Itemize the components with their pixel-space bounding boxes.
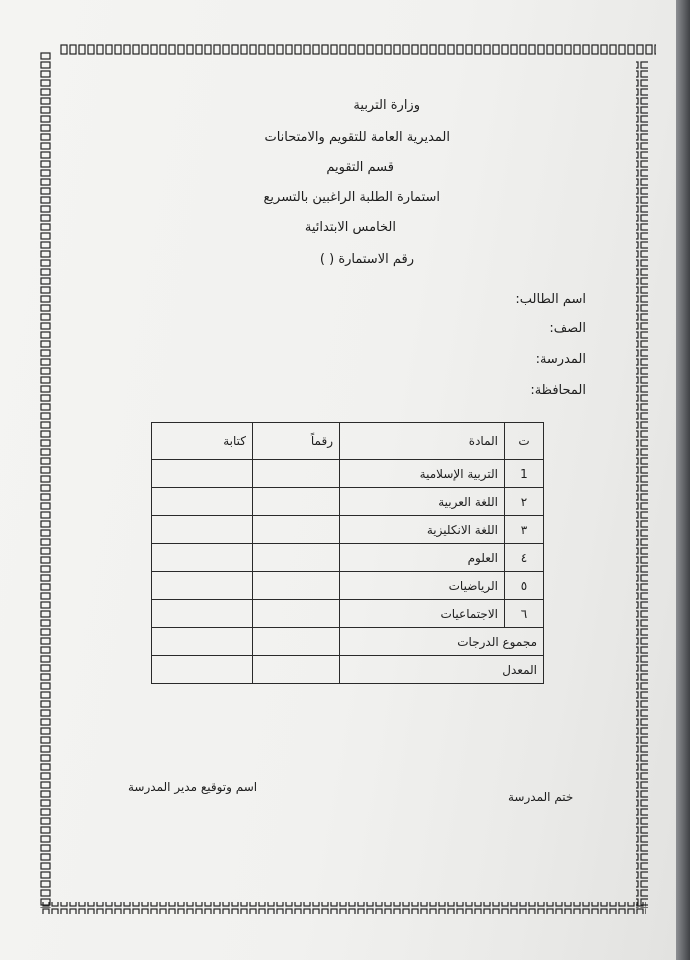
row-subject: الرياضيات: [340, 572, 505, 600]
row-subject: العلوم: [340, 544, 505, 572]
row-subject: اللغة العربية: [340, 488, 505, 516]
table-row: [152, 572, 544, 600]
header-in-digits: رقماً: [253, 423, 340, 460]
table-row: [152, 488, 544, 516]
row-grade-words: [152, 488, 253, 516]
background-edge: [676, 0, 690, 960]
header-in-words: كتابة: [152, 423, 253, 460]
total-digits: [253, 628, 340, 656]
directorate-title: المديرية العامة للتقويم والامتحانات: [264, 130, 450, 145]
average-row: [152, 656, 544, 684]
row-number: 1: [505, 460, 544, 488]
row-subject: التربية الإسلامية: [340, 460, 505, 488]
class-field: الصف:: [549, 321, 586, 336]
average-label: المعدل: [340, 656, 544, 684]
row-grade-digits: [253, 572, 340, 600]
average-digits: [253, 656, 340, 684]
form-title: استمارة الطلبة الراغبين بالتسريع: [263, 190, 440, 205]
grades-table: [151, 422, 544, 684]
row-number: ٦: [505, 600, 544, 628]
principal-signature-label: اسم وتوقيع مدير المدرسة: [128, 780, 258, 794]
header-number: ت: [505, 423, 544, 460]
row-grade-words: [152, 572, 253, 600]
header-subject: المادة: [340, 423, 505, 460]
row-number: ٥: [505, 572, 544, 600]
table-header-row: [152, 423, 544, 460]
table-row: [152, 544, 544, 572]
row-grade-digits: [253, 488, 340, 516]
table-row: [152, 460, 544, 488]
total-label: مجموع الدرجات: [340, 628, 544, 656]
row-number: ٣: [505, 516, 544, 544]
row-grade-digits: [253, 600, 340, 628]
student-name-field: اسم الطالب:: [515, 292, 586, 307]
governorate-field: المحافظة:: [530, 383, 586, 398]
row-number: ٤: [505, 544, 544, 572]
form-number: رقم الاستمارة ( ): [319, 252, 414, 267]
table-row: [152, 600, 544, 628]
row-grade-digits: [253, 544, 340, 572]
row-number: ٢: [505, 488, 544, 516]
school-stamp-label: ختم المدرسة: [508, 790, 574, 804]
row-grade-words: [152, 600, 253, 628]
average-words: [152, 656, 253, 684]
row-grade-digits: [253, 460, 340, 488]
row-grade-words: [152, 544, 253, 572]
row-grade-words: [152, 460, 253, 488]
row-grade-digits: [253, 516, 340, 544]
ministry-title: وزارة التربية: [353, 98, 420, 113]
total-row: [152, 628, 544, 656]
row-subject: الاجتماعيات: [340, 600, 505, 628]
grade-title: الخامس الابتدائية: [304, 220, 396, 235]
department-title: قسم التقويم: [326, 160, 394, 175]
row-grade-words: [152, 516, 253, 544]
total-words: [152, 628, 253, 656]
table-row: [152, 516, 544, 544]
school-field: المدرسة:: [535, 352, 586, 367]
row-subject: اللغة الانكليزية: [340, 516, 505, 544]
